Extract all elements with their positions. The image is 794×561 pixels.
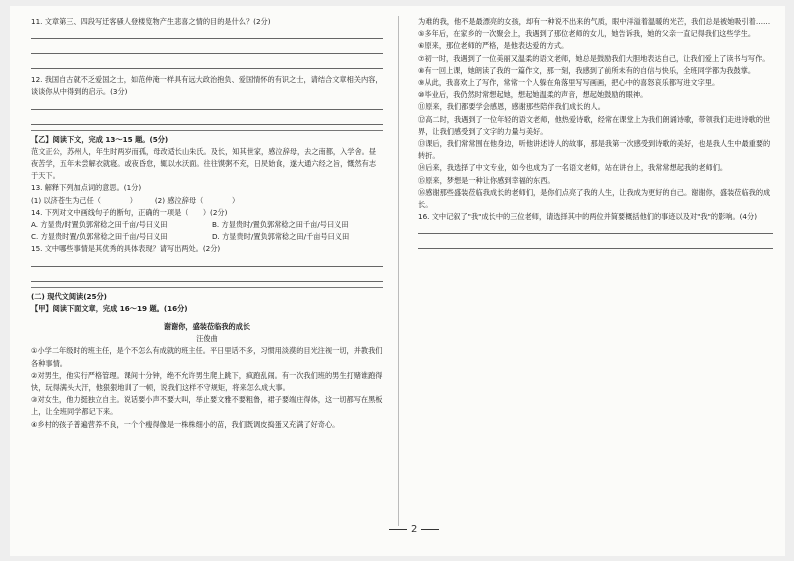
essay-paragraph: ⑯感谢那些盛装莅临我成长的老师们，是你们点亮了我的人生，让我成为更好的自己。谢谢你，盛装莅临我的成长。 xyxy=(418,187,771,210)
option-b: B. 方显贵时/置负郭常稔之田千亩/号曰义田 xyxy=(212,220,349,230)
column-divider xyxy=(398,16,399,526)
section-modern-heading: (二) 现代文阅读(25分) xyxy=(31,291,107,301)
question-14: 14. 下列对文中画线句子的断句，正确的一项是（ ）(2分) xyxy=(31,207,228,217)
essay-author: 汪俊曲 xyxy=(196,334,218,344)
answer-line xyxy=(31,44,383,54)
exam-page xyxy=(10,6,785,556)
left-column xyxy=(31,16,383,431)
question-12: 12. 我国自古就不乏爱国之士，如范仲淹一样具有远大政治抱负、爱国情怀的有识之士，请结合文章相关内容，谈谈你从中得到的启示。(3分) xyxy=(31,75,383,97)
option-c: C. 方显贵时置/负郭常稔之田千亩/号曰义田 xyxy=(31,232,168,242)
answer-line xyxy=(31,29,383,39)
question-15: 15. 文中哪些事情是其优秀的具体表现？请写出两处。(2分) xyxy=(31,244,221,254)
essay-paragraph: ⑭后来，我选择了中文专业，如今也成为了一名语文老师，站在讲台上，我常常想起我的老师们。 xyxy=(418,163,728,173)
question-13-items: (1) 以济苍生为己任（ ） (2) 感泣辞母（ ） xyxy=(31,195,240,205)
essay-paragraph: ②对男生，他实行严格管理。课间十分钟，绝不允许男生爬上跳下，疯跑乱闹。有一次我们班的男生打赌谁跑得快，玩得满头大汗，他狠狠地训了一顿，说我们这样不守规矩，将来怎么成大事。 xyxy=(31,370,383,393)
essay-paragraph: ⑧有一回上课，她朗读了我的一篇作文，那一刻，我感到了前所未有的自信与快乐，全班同学都为我鼓掌。 xyxy=(418,65,756,75)
section-rule xyxy=(31,287,383,288)
answer-line xyxy=(31,257,383,267)
answer-line xyxy=(31,59,383,69)
option-d: D. 方显贵时/置负郭常稔之田/千亩号曰义田 xyxy=(212,232,350,242)
answer-line xyxy=(31,100,383,110)
essay-paragraph: 为难的我，他不是最漂亮的女孩，却有一种说不出来的气质，眼中洋溢着温暖的光芒，我们总是被她吸引着…… xyxy=(418,17,771,26)
question-11: 11. 文章第三、四段写迁客骚人登楼览物产生悲喜之情的目的是什么？(2分) xyxy=(31,17,271,26)
essay-paragraph: ④乡村的孩子普遍营养不良，一个个瘦得像是一株株细小的苗，我们既调皮捣蛋又充满了好奇心。 xyxy=(31,419,340,429)
answer-line xyxy=(418,224,773,234)
essay-paragraph: ①小学二年级时的班主任，是个不怎么有成就的班主任。平日里话不多，习惯用淡漠的目光注视一切，并教我们各种事情。 xyxy=(31,346,383,368)
essay-paragraph: ⑬课后，我们常常围在他身边，听他讲述诗人的故事，那是我第一次感受到诗歌的美好，也是我人生中最重要的转折。 xyxy=(418,139,771,161)
section-b-heading: 【乙】阅读下文，完成 13～15 题。(5分) xyxy=(31,134,169,144)
passage-b: 范文正公，苏州人，年生时两岁而孤，母改适长山朱氏。及长，知其世家，感泣辞母，去之南都，入学舍。昼夜苦学，五年未尝解衣就寝。或夜昏怠，辄以水沃面。往往馍粥不充，日昃始食，遂大通六经之旨，慨然有志于天下。 xyxy=(31,146,377,181)
section-a-heading: 【甲】阅读下面文章，完成 16～19 题。(16分) xyxy=(31,303,188,313)
page-number: 2 xyxy=(385,524,443,535)
essay-paragraph: ⑮原来，梦想是一种让你感到幸福的东西。 xyxy=(418,175,555,185)
essay-title: 谢谢你，盛装莅临我的成长 xyxy=(163,322,251,332)
answer-line xyxy=(31,115,383,125)
question-14-options xyxy=(31,219,383,243)
right-column xyxy=(418,16,773,254)
option-a: A. 方显贵/时置负郭常稔之田千亩/号曰义田 xyxy=(31,220,168,230)
essay-paragraph: ⑥原来，那位老师的严格，是他表达爱的方式。 xyxy=(418,41,569,51)
answer-line xyxy=(418,239,773,249)
answer-line xyxy=(31,272,383,282)
essay-paragraph: ⑪原来，我们都要学会感恩，感谢那些陪伴我们成长的人。 xyxy=(418,102,605,112)
essay-paragraph: ⑩毕业后，我仍然时常想起她，想起她温柔的声音，想起她鼓励的眼神。 xyxy=(418,90,648,100)
question-16: 16. 文中记叙了"我"成长中的三位老师，请选择其中的两位并简要概括他们的事迹以及对"我"的影响。(4分) xyxy=(418,212,757,222)
section-rule xyxy=(31,130,383,131)
essay-paragraph: ⑦初一时，我遇到了一位美丽又温柔的语文老师，她总是鼓励我们大胆地表达自己，让我们爱上了读书与写作。 xyxy=(418,53,770,63)
essay-paragraph: ⑤多年后，在家乡的一次聚会上，我遇到了那位老师的女儿，她告诉我，她的父亲一直记得我们这些学生。 xyxy=(418,29,756,39)
essay-paragraph: ③对女生，他力挺独立自主。说话要小声不要大叫，举止要文雅不要粗鲁，裙子要端庄得体，这一切都写在黑板上，让全班同学都记下来。 xyxy=(31,395,383,417)
question-13: 13. 解释下列加点词的意思。(1分) xyxy=(31,183,142,193)
essay-paragraph: ⑨从此，我喜欢上了写作，常常一个人躲在角落里写写画画，把心中的喜怒哀乐都写进文字里。 xyxy=(418,78,720,88)
essay-paragraph: ⑫高二时，我遇到了一位年轻的语文老师，他热爱诗歌，经常在课堂上为我们朗诵诗歌，带领我们走进诗歌的世界，让我们感受到了文字的力量与美好。 xyxy=(418,114,771,136)
